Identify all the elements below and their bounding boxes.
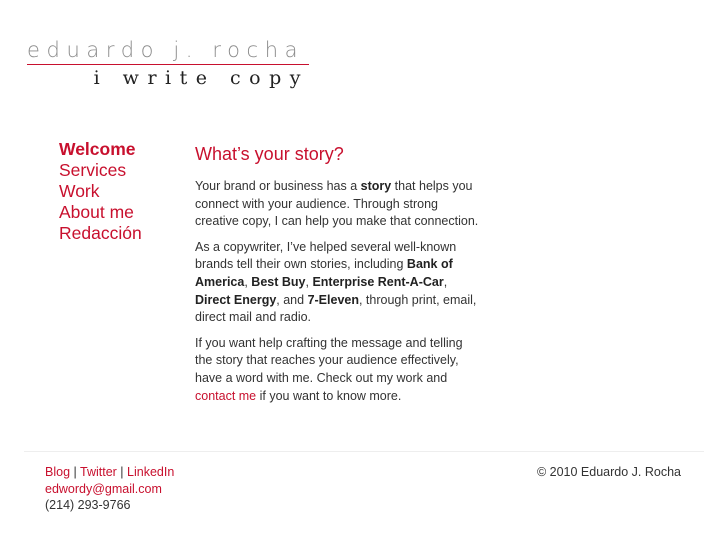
nav-redaccion[interactable]: Redacción [59, 223, 142, 243]
blog-link[interactable]: Blog [45, 465, 71, 479]
client-best-buy: Best Buy [251, 274, 306, 289]
client-direct-energy: Direct Energy [195, 292, 277, 307]
contact-text-end: if you want to know more. [256, 388, 402, 403]
linkedin-link[interactable]: LinkedIn [127, 465, 175, 479]
clients-outro: , through print, email, direct mail and radio. [195, 292, 477, 325]
logo-tagline: i write copy [93, 67, 309, 89]
nav-work[interactable]: Work [59, 181, 100, 201]
nav-welcome[interactable]: Welcome [59, 139, 136, 159]
phone-number: (214) 293-9766 [45, 498, 131, 512]
client-separator: , [305, 274, 313, 289]
copyright: © 2010 Eduardo J. Rocha [536, 465, 681, 479]
link-separator: | [70, 465, 80, 479]
social-links [45, 464, 174, 481]
twitter-link[interactable]: Twitter [80, 465, 117, 479]
logo-divider [27, 64, 309, 65]
contact-me-link[interactable]: contact me [195, 388, 257, 403]
client-separator: , and [276, 292, 308, 307]
nav-about-me[interactable]: About me [59, 202, 134, 222]
contact-paragraph [195, 335, 480, 405]
intro-paragraph [195, 178, 480, 231]
site-logo[interactable] [27, 38, 309, 90]
client-separator: , [244, 274, 252, 289]
intro-story-bold: story [360, 179, 392, 193]
email-link[interactable]: edwordy@gmail.com [45, 481, 162, 496]
intro-text: Your brand or business has a [195, 179, 361, 193]
client-separator: , [443, 274, 448, 289]
contact-text: If you want help crafting the message and telling the story that reaches your audience effectively, have a word with me. Check out my work and [195, 335, 463, 385]
client-enterprise: Enterprise Rent-A-Car [312, 274, 444, 289]
intro-text-end: that helps you connect with your audience. Through strong creative copy, I can help you make that connection. [195, 179, 479, 229]
clients-paragraph [195, 239, 480, 327]
footer-contact [45, 464, 174, 514]
main-nav [59, 139, 142, 244]
logo-name: eduardo j. rocha [27, 38, 305, 62]
client-7-eleven: 7-Eleven [307, 292, 359, 307]
page-title: What’s your story? [195, 144, 344, 164]
client-bank-of-america: Bank of America [195, 257, 453, 289]
footer-divider [24, 451, 704, 452]
nav-services[interactable]: Services [59, 160, 127, 180]
clients-intro: As a copywriter, I’ve helped several well-known brands tell their own stories, including [195, 239, 457, 272]
main-content [195, 143, 480, 413]
link-separator: | [116, 465, 128, 479]
